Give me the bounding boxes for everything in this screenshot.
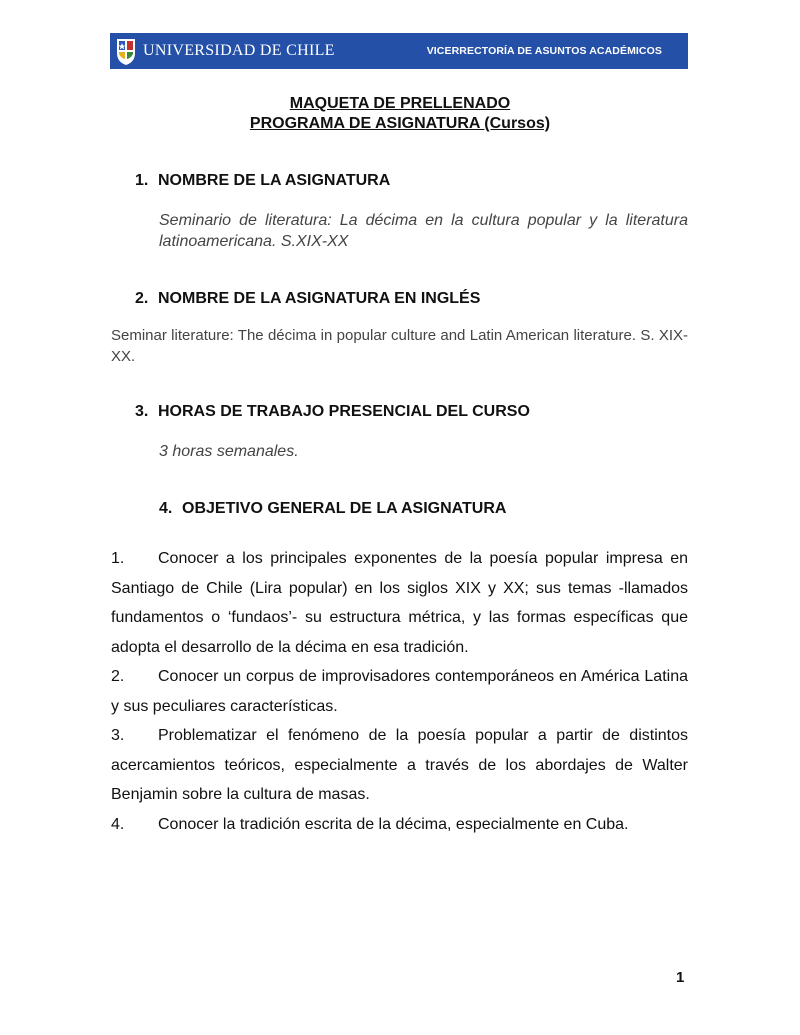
section-title: NOMBRE DE LA ASIGNATURA EN INGLÉS	[158, 290, 481, 307]
course-name: Seminario de literatura: La décima en la cultura popular y la literatura latinoamericana. S.XIX-XX	[159, 212, 688, 250]
header-banner	[110, 33, 688, 69]
objective-list-item	[111, 544, 688, 662]
section-heading	[135, 170, 390, 192]
section-title: NOMBRE DE LA ASIGNATURA	[158, 172, 391, 189]
section-number: 2.	[135, 290, 149, 307]
section-heading	[135, 401, 530, 423]
objective-list-item	[111, 721, 688, 810]
page-number: 1	[676, 969, 685, 986]
section-number: 4.	[159, 500, 173, 517]
department-name: VICERRECTORÍA DE ASUNTOS ACADÉMICOS	[426, 45, 662, 57]
section-number: 1.	[135, 172, 149, 189]
document-subtitle: PROGRAMA DE ASIGNATURA (Cursos)	[249, 115, 551, 132]
section-heading	[159, 498, 506, 520]
objective-number: 2.	[111, 668, 125, 685]
university-name: UNIVERSIDAD DE CHILE	[143, 42, 335, 59]
objective-list-item	[111, 810, 688, 840]
section-heading	[135, 288, 480, 310]
objective-text: Conocer la tradición escrita de la décima, especialmente en Cuba.	[158, 816, 629, 833]
section-title: HORAS DE TRABAJO PRESENCIAL DEL CURSO	[158, 403, 530, 420]
document-title: MAQUETA DE PRELLENADO	[289, 95, 511, 112]
objective-list-item	[111, 662, 688, 721]
section-number: 3.	[135, 403, 149, 420]
objective-number: 4.	[111, 816, 125, 833]
objective-number: 1.	[111, 550, 125, 567]
objective-text: Conocer un corpus de improvisadores contemporáneos en América Latina y sus peculiares características.	[111, 668, 688, 715]
objective-text: Conocer a los principales exponentes de la poesía popular impresa en Santiago de Chile (Lira popular) en los siglos XIX y XX; sus temas -llamados fundamentos o ‘fundaos’- su estructura métrica, y las formas específicas que adopta el desarrollo de la décima en esa tradición.	[111, 550, 688, 656]
section-title: OBJETIVO GENERAL DE LA ASIGNATURA	[182, 500, 507, 517]
course-name-english: Seminar literature: The décima in popular culture and Latin American literature. S. XIX-XX.	[111, 327, 688, 365]
course-hours: 3 horas semanales.	[159, 443, 299, 460]
objective-number: 3.	[111, 727, 125, 744]
university-crest-icon	[115, 36, 137, 66]
objective-text: Problematizar el fenómeno de la poesía popular a partir de distintos acercamientos teóricos, especialmente a través de los abordajes de Walter Benjamin sobre la cultura de masas.	[111, 727, 688, 803]
